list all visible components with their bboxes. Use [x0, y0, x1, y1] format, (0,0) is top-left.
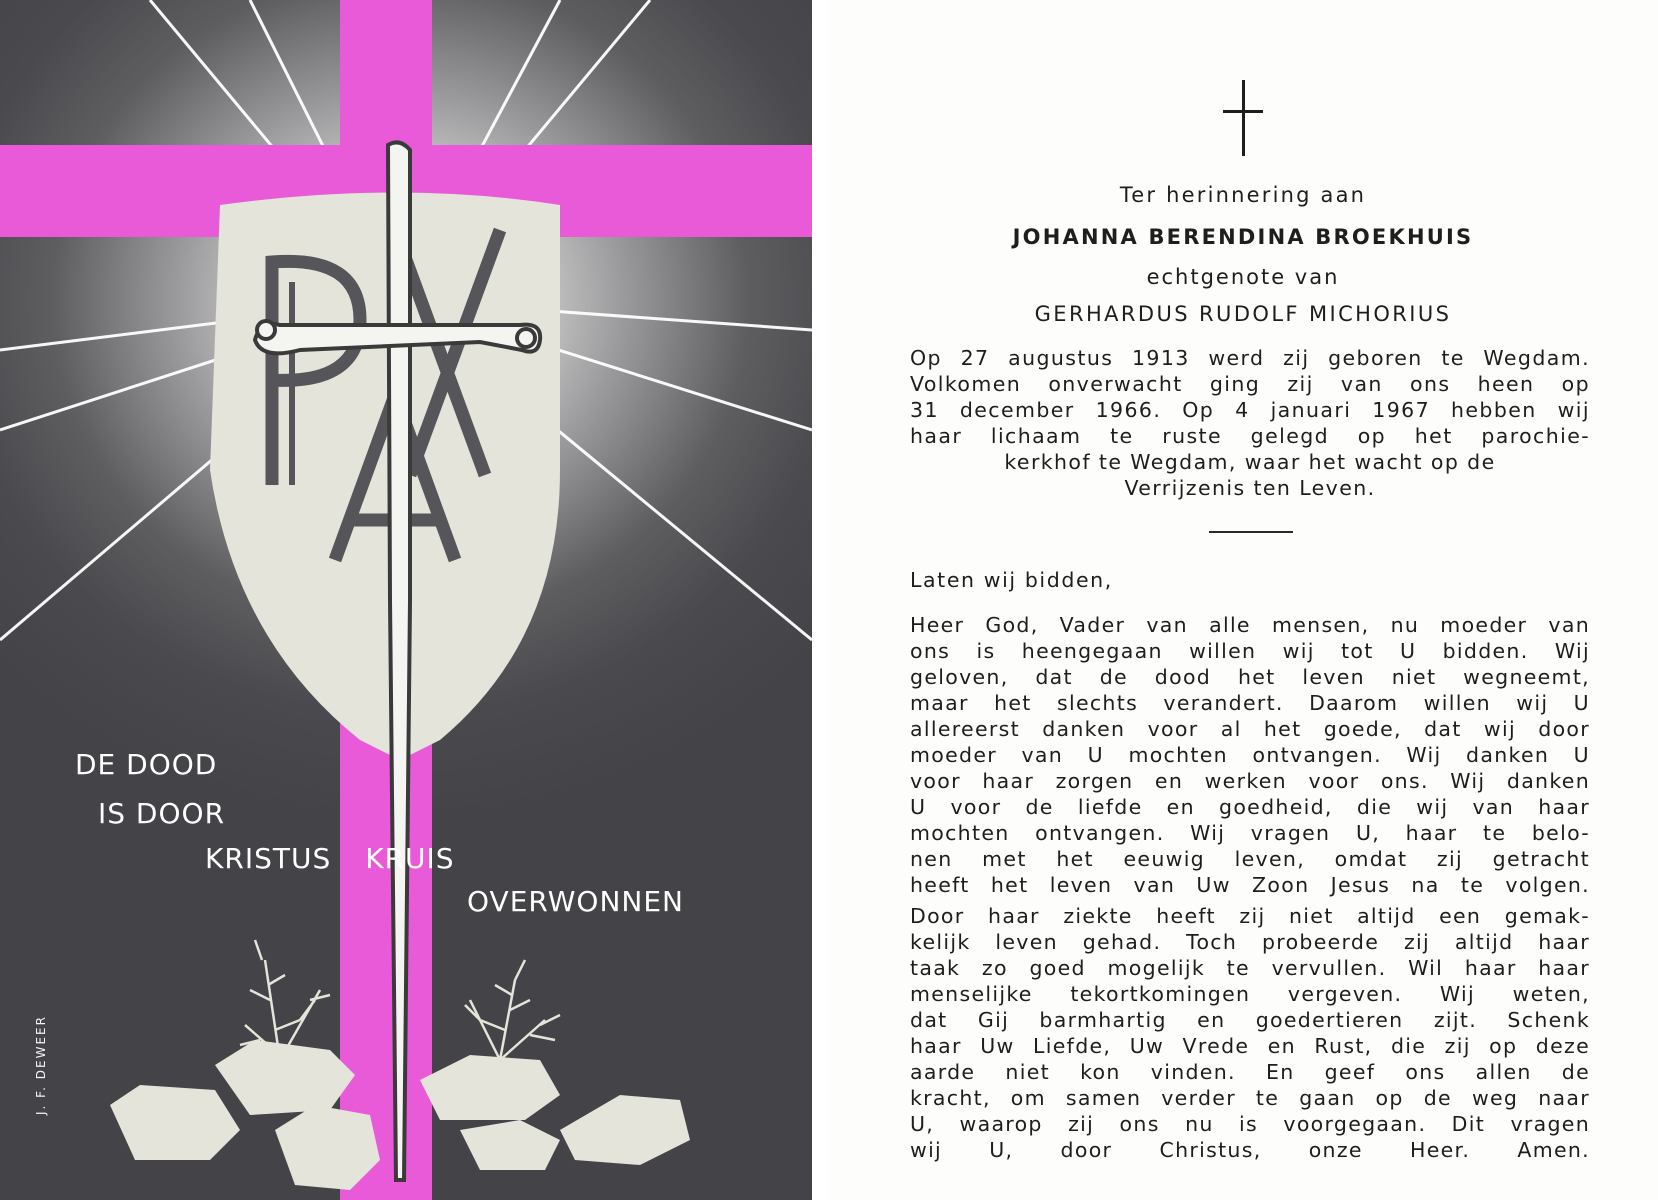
- printer-credit: J. F. DEWEER: [34, 1015, 48, 1115]
- prayer-line: kelijk leven gehad. Toch probeerde zij altijd haar: [910, 930, 1590, 954]
- motto-line-2: IS DOOR: [98, 797, 226, 830]
- prayer-line: menselijke tekortkomingen vergeven. Wij weten,: [910, 982, 1590, 1006]
- prayer-line: heeft het leven van Uw Zoon Jesus na te volgen.: [910, 873, 1590, 897]
- biography: [910, 345, 1590, 501]
- front-illustration: [0, 0, 812, 1200]
- prayer-line: mochten ontvangen. Wij vragen U, haar te belo-: [910, 821, 1590, 845]
- motto-word-kruis: KRUIS: [365, 842, 455, 875]
- prayer-line: ons is heengegaan willen wij tot U bidden. Wij: [910, 639, 1590, 663]
- memorial-card-front: [0, 0, 812, 1200]
- prayer-paragraph-2: [910, 903, 1590, 1163]
- divider-rule: [1209, 531, 1293, 533]
- remembrance-intro: Ter herinnering aan: [1119, 183, 1367, 207]
- prayer-line: geloven, dat de dood het leven niet wegneemt,: [910, 665, 1590, 689]
- cross-icon: [1223, 80, 1263, 156]
- prayer-line: allereerst danken voor al het goede, dat wij door: [910, 717, 1590, 741]
- motto-line-1: DE DOOD: [75, 748, 218, 781]
- bio-line: Verrijzenis ten Leven.: [1124, 476, 1376, 500]
- prayer-paragraph-1: [910, 612, 1590, 898]
- prayer-line: kracht, om samen verder te gaan op de weg naar: [910, 1086, 1590, 1110]
- prayer-line: dat Gij barmhartig en goedertieren zijt. Schenk: [910, 1008, 1590, 1032]
- motto-line-3: [205, 842, 455, 875]
- spouse-label: echtgenote van: [1146, 265, 1340, 289]
- shield-icon: [210, 193, 560, 761]
- bio-line: Volkomen onverwacht ging zij van ons heen op: [910, 372, 1590, 396]
- prayer-line: Heer God, Vader van alle mensen, nu moeder van: [910, 613, 1590, 637]
- prayer-line: wij U, door Christus, onze Heer. Amen.: [910, 1138, 1590, 1162]
- deceased-name: JOHANNA BERENDINA BROEKHUIS: [1012, 225, 1474, 249]
- prayer-line: taak zo goed mogelijk te vervullen. Wil haar haar: [910, 956, 1590, 980]
- memorial-card-back: [828, 0, 1658, 1200]
- prayer-heading: Laten wij bidden,: [910, 568, 1113, 592]
- bio-line: haar lichaam te ruste gelegd op het parochie-: [910, 424, 1590, 448]
- bio-line: 31 december 1966. Op 4 januari 1967 hebben wij: [910, 398, 1590, 422]
- prayer-line: maar het slechts verandert. Daarom willen wij U: [910, 691, 1590, 715]
- motto-line-4: OVERWONNEN: [467, 885, 684, 918]
- prayer-line: Door haar ziekte heeft zij niet altijd een gemak-: [910, 904, 1590, 928]
- prayer-line: aarde niet kon vinden. En geef ons allen de: [910, 1060, 1590, 1084]
- prayer-line: moeder van U mochten ontvangen. Wij danken U: [910, 743, 1590, 767]
- motto-word-kristus: KRISTUS: [205, 842, 332, 875]
- prayer-line: voor haar zorgen en werken voor ons. Wij danken: [910, 769, 1590, 793]
- prayer-line: U, waarop zij ons nu is voorgegaan. Dit vragen: [910, 1112, 1590, 1136]
- bio-line: kerkhof te Wegdam, waar het wacht op de: [1004, 450, 1496, 474]
- prayer-line: haar Uw Liefde, Uw Vrede en Rust, die zij op deze: [910, 1034, 1590, 1058]
- prayer-line: nen met het eeuwig leven, omdat zij getracht: [910, 847, 1590, 871]
- prayer-line: U voor de liefde en goedheid, die wij van haar: [910, 795, 1590, 819]
- bio-line: Op 27 augustus 1913 werd zij geboren te Wegdam.: [910, 346, 1590, 370]
- spouse-name: GERHARDUS RUDOLF MICHORIUS: [1034, 302, 1452, 326]
